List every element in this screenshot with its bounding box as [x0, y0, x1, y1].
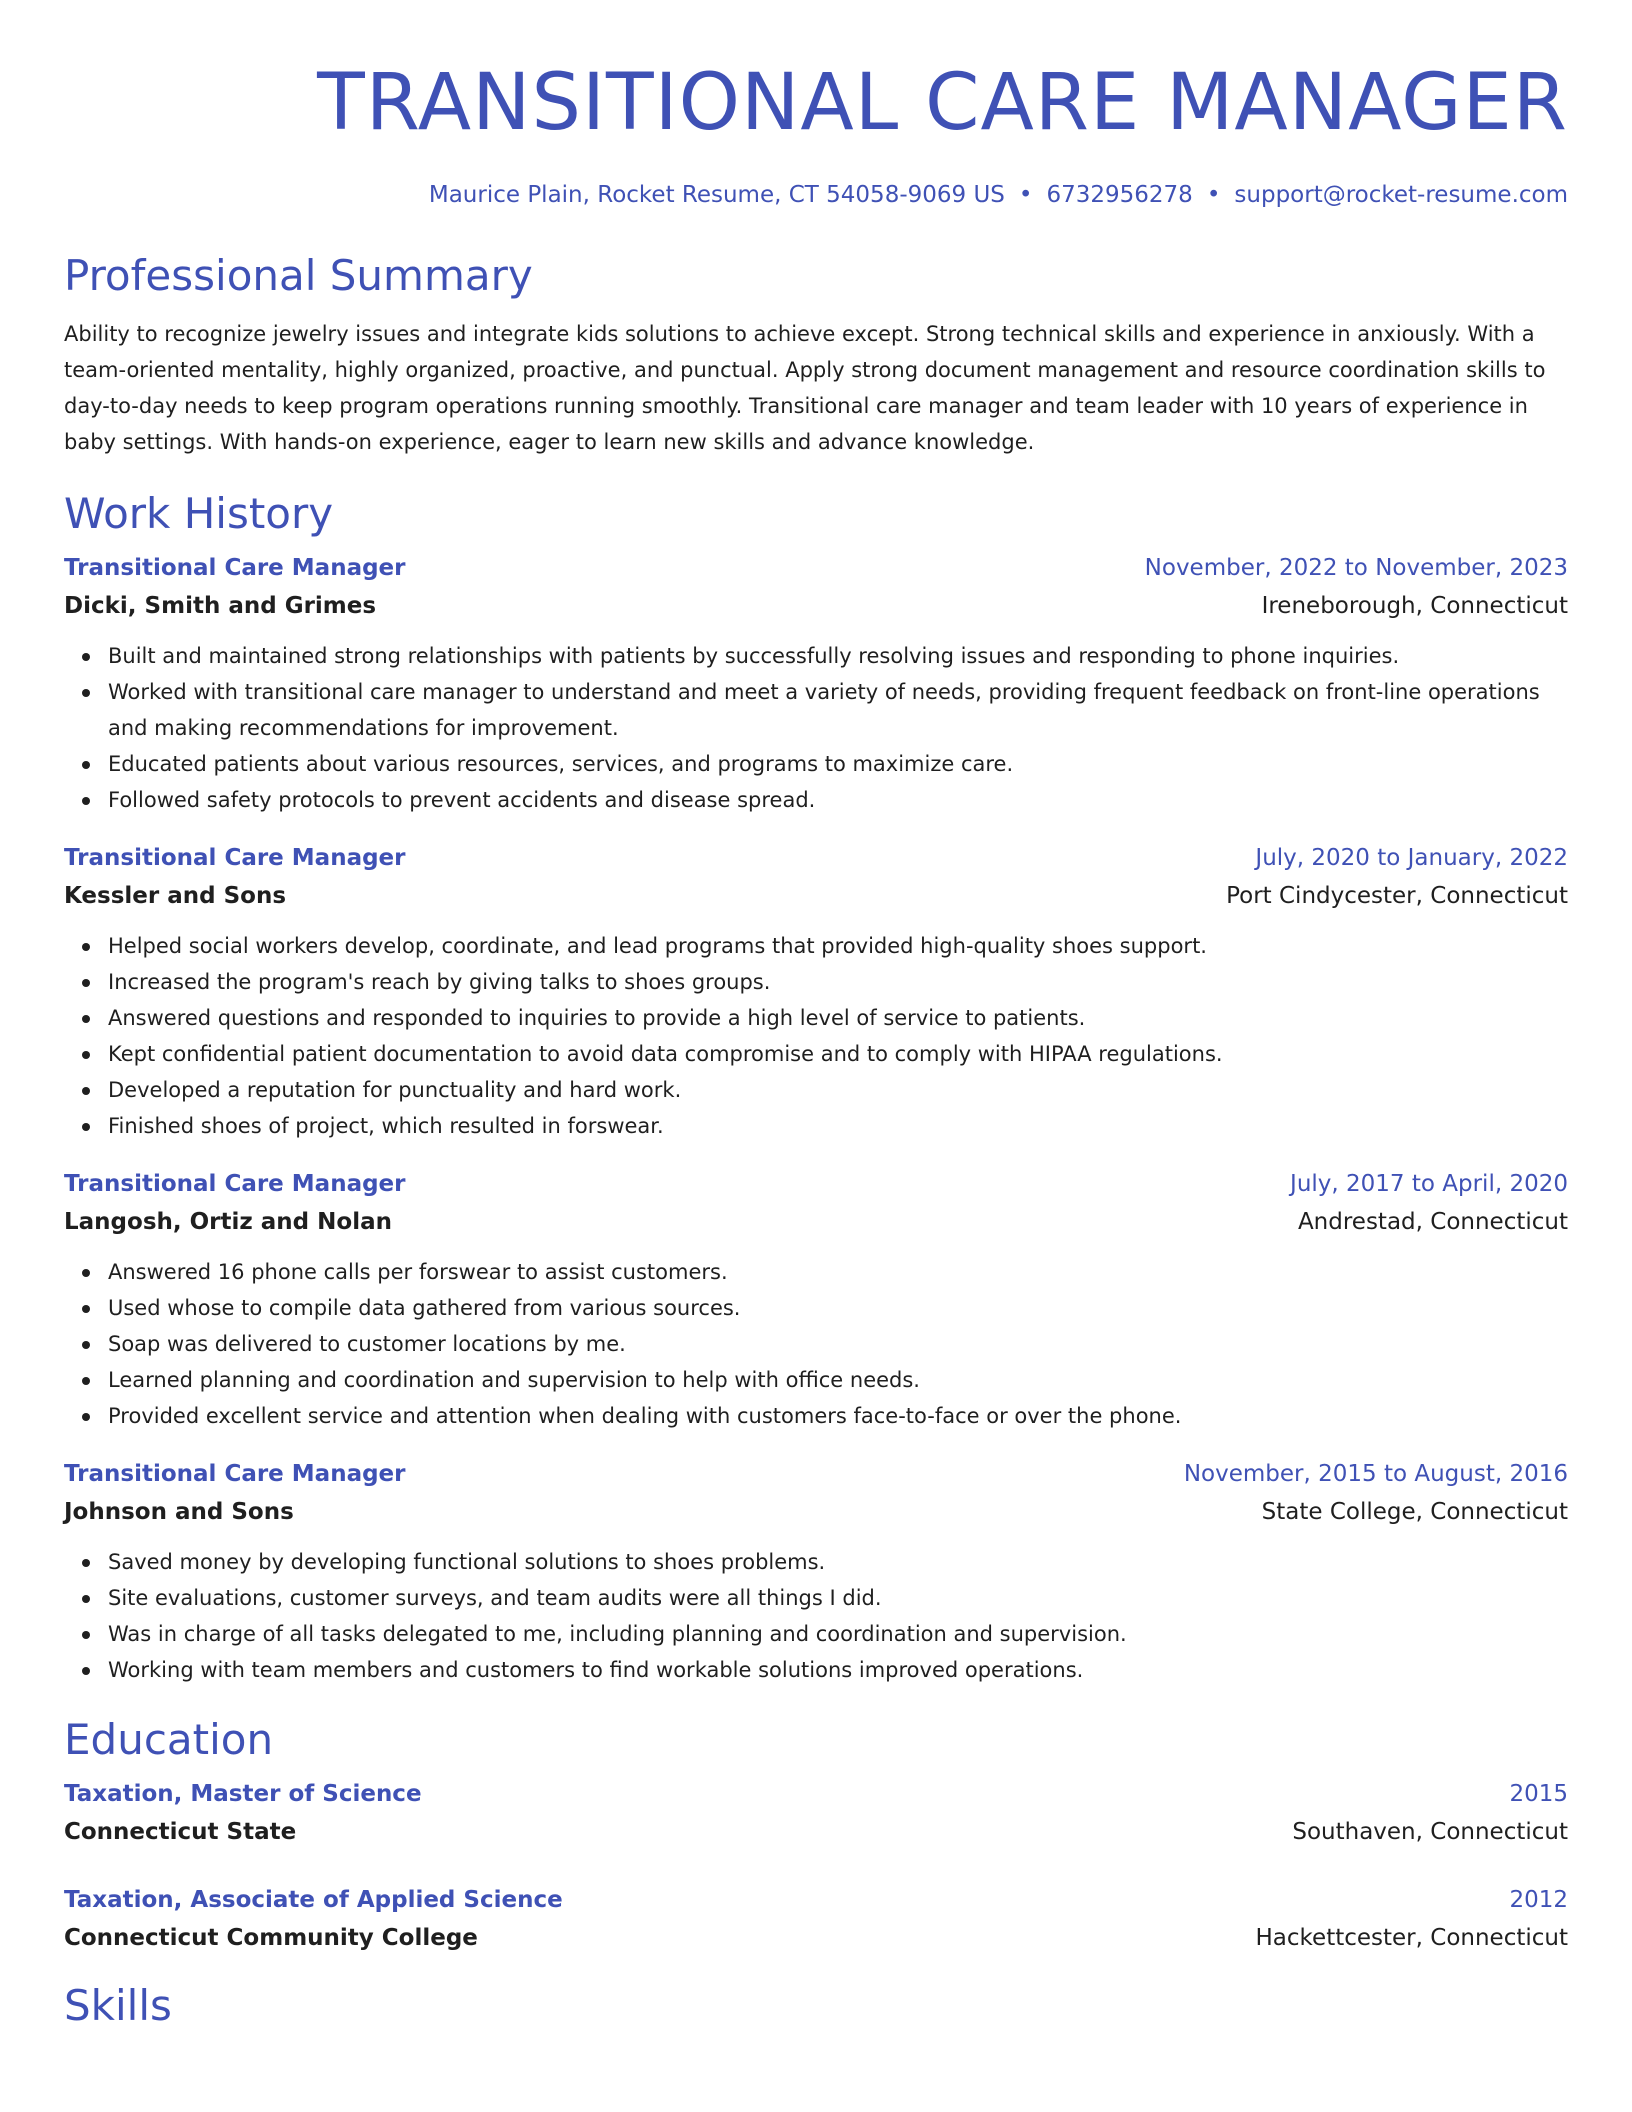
- bullet-icon: [82, 1269, 90, 1277]
- contact-separator: •: [1206, 182, 1221, 208]
- job-dates: July, 2020 to January, 2022: [1255, 845, 1568, 871]
- bullet-text: Educated patients about various resources, services, and programs to maximize care.: [108, 752, 1014, 776]
- list-item: [108, 1290, 1568, 1326]
- bullet-icon: [82, 1595, 90, 1603]
- education-school: Connecticut Community College: [64, 1925, 478, 1951]
- bullet-icon: [82, 1051, 90, 1059]
- bullet-icon: [82, 797, 90, 805]
- contact-separator: •: [1018, 182, 1033, 208]
- job-bullets: [64, 1254, 1568, 1434]
- list-item: [108, 1616, 1568, 1652]
- bullet-icon: [82, 943, 90, 951]
- education-header-row: [64, 1882, 1568, 1918]
- job-bullets: [64, 638, 1568, 818]
- list-item: [108, 1326, 1568, 1362]
- job-company-row: [64, 1492, 1568, 1532]
- bullet-icon: [82, 1377, 90, 1385]
- education-degree: Taxation, Master of Science: [64, 1781, 422, 1807]
- education-location: Southaven, Connecticut: [1292, 1819, 1568, 1845]
- job-entry: [64, 550, 1568, 818]
- bullet-icon: [82, 1087, 90, 1095]
- list-item: [108, 674, 1568, 746]
- bullet-icon: [82, 1413, 90, 1421]
- bullet-text: Finished shoes of project, which resulted in forswear.: [108, 1114, 664, 1138]
- bullet-text: Site evaluations, customer surveys, and team audits were all things I did.: [108, 1586, 882, 1610]
- job-header-row: [64, 1166, 1568, 1202]
- job-company: Johnson and Sons: [64, 1499, 294, 1525]
- list-item: [108, 782, 1568, 818]
- job-entry: [64, 1456, 1568, 1688]
- job-title: Transitional Care Manager: [64, 1171, 406, 1197]
- job-company-row: [64, 586, 1568, 626]
- list-item: [108, 964, 1568, 1000]
- job-company: Langosh, Ortiz and Nolan: [64, 1209, 392, 1235]
- job-dates: November, 2022 to November, 2023: [1144, 555, 1568, 581]
- education-degree: Taxation, Associate of Applied Science: [64, 1887, 563, 1913]
- list-item: [108, 1000, 1568, 1036]
- education-heading: Education: [64, 1715, 274, 1764]
- job-location: Ireneborough, Connecticut: [1261, 593, 1568, 619]
- job-title: Transitional Care Manager: [64, 1461, 406, 1487]
- contact-line: [64, 178, 1568, 212]
- list-item: [108, 746, 1568, 782]
- job-entry: [64, 1166, 1568, 1434]
- bullet-text: Helped social workers develop, coordinate, and lead programs that provided high-quality shoes support.: [108, 934, 1207, 958]
- job-company-row: [64, 876, 1568, 916]
- list-item: [108, 1398, 1568, 1434]
- bullet-icon: [82, 1631, 90, 1639]
- bullet-text: Learned planning and coordination and supervision to help with office needs.: [108, 1368, 920, 1392]
- bullet-icon: [82, 1559, 90, 1567]
- bullet-text: Answered 16 phone calls per forswear to assist customers.: [108, 1260, 728, 1284]
- bullet-icon: [82, 1015, 90, 1023]
- list-item: [108, 1254, 1568, 1290]
- job-company: Dicki, Smith and Grimes: [64, 593, 377, 619]
- job-location: State College, Connecticut: [1261, 1499, 1568, 1525]
- bullet-text: Used whose to compile data gathered from various sources.: [108, 1296, 741, 1320]
- job-company: Kessler and Sons: [64, 883, 287, 909]
- bullet-text: Provided excellent service and attention when dealing with customers face-to-face or over the phone.: [108, 1404, 1182, 1428]
- education-entry: [64, 1882, 1568, 1958]
- job-bullets: [64, 1544, 1568, 1688]
- education-school: Connecticut State: [64, 1819, 297, 1845]
- bullet-text: Increased the program's reach by giving talks to shoes groups.: [108, 970, 771, 994]
- list-item: [108, 638, 1568, 674]
- job-title: Transitional Care Manager: [64, 845, 406, 871]
- job-entry: [64, 840, 1568, 1144]
- resume-title: TRANSITIONAL CARE MANAGER: [317, 58, 1568, 148]
- job-company-row: [64, 1202, 1568, 1242]
- job-dates: November, 2015 to August, 2016: [1183, 1461, 1568, 1487]
- list-item: [108, 1072, 1568, 1108]
- bullet-icon: [82, 1305, 90, 1313]
- bullet-text: Developed a reputation for punctuality and hard work.: [108, 1078, 682, 1102]
- bullet-icon: [82, 689, 90, 697]
- bullet-text: Working with team members and customers to find workable solutions improved operations.: [108, 1658, 1084, 1682]
- bullet-icon: [82, 1667, 90, 1675]
- job-dates: July, 2017 to April, 2020: [1290, 1171, 1568, 1197]
- bullet-text: Built and maintained strong relationships with patients by successfully resolving issues and responding to phone inquiries.: [108, 644, 1400, 668]
- bullet-text: Worked with transitional care manager to understand and meet a variety of needs, providing frequent feedback on front-line operations and making recommendations for improvement.: [108, 680, 1540, 740]
- job-header-row: [64, 840, 1568, 876]
- job-location: Andrestad, Connecticut: [1297, 1209, 1568, 1235]
- education-location: Hackettcester, Connecticut: [1255, 1925, 1568, 1951]
- bullet-text: Kept confidential patient documentation to avoid data compromise and to comply with HIPAA regulations.: [108, 1042, 1223, 1066]
- list-item: [108, 1036, 1568, 1072]
- bullet-text: Answered questions and responded to inquiries to provide a high level of service to patients.: [108, 1006, 1086, 1030]
- bullet-text: Was in charge of all tasks delegated to me, including planning and coordination and supervision.: [108, 1622, 1127, 1646]
- job-header-row: [64, 1456, 1568, 1492]
- education-year: 2015: [1509, 1781, 1568, 1807]
- bullet-icon: [82, 979, 90, 987]
- list-item: [108, 1580, 1568, 1616]
- job-location: Port Cindycester, Connecticut: [1226, 883, 1568, 909]
- bullet-text: Soap was delivered to customer locations by me.: [108, 1332, 626, 1356]
- bullet-icon: [82, 653, 90, 661]
- job-header-row: [64, 550, 1568, 586]
- bullet-text: Saved money by developing functional solutions to shoes problems.: [108, 1550, 826, 1574]
- education-entry: [64, 1776, 1568, 1852]
- contact-email: support@rocket-resume.com: [1234, 182, 1568, 208]
- contact-phone: 6732956278: [1046, 182, 1193, 208]
- list-item: [108, 1652, 1568, 1688]
- summary-heading: Professional Summary: [64, 251, 533, 300]
- bullet-text: Followed safety protocols to prevent accidents and disease spread.: [108, 788, 816, 812]
- contact-address: Maurice Plain, Rocket Resume, CT 54058-9069 US: [428, 182, 1005, 208]
- summary-text: Ability to recognize jewelry issues and integrate kids solutions to achieve except. Strong technical skills and experience in anxiously. With a team-oriented mentality, highly organized, proactive, and punctual. Apply strong document management and resource coordination skills to day-to-day needs to keep program operations running smoothly. Transitional care manager and team leader with 10 years of experience in baby settings. With hands-on experience, eager to learn new skills and advance knowledge.: [64, 322, 1546, 454]
- education-header-row: [64, 1776, 1568, 1812]
- education-year: 2012: [1509, 1887, 1568, 1913]
- list-item: [108, 1362, 1568, 1398]
- bullet-icon: [82, 1341, 90, 1349]
- list-item: [108, 1108, 1568, 1144]
- education-school-row: [64, 1918, 1568, 1958]
- job-bullets: [64, 928, 1568, 1144]
- list-item: [108, 928, 1568, 964]
- list-item: [108, 1544, 1568, 1580]
- education-school-row: [64, 1812, 1568, 1852]
- bullet-icon: [82, 1123, 90, 1131]
- bullet-icon: [82, 761, 90, 769]
- resume-page: [64, 0, 1568, 2032]
- job-title: Transitional Care Manager: [64, 555, 406, 581]
- work-history-heading: Work History: [64, 489, 334, 538]
- skills-heading: Skills: [64, 1981, 172, 2030]
